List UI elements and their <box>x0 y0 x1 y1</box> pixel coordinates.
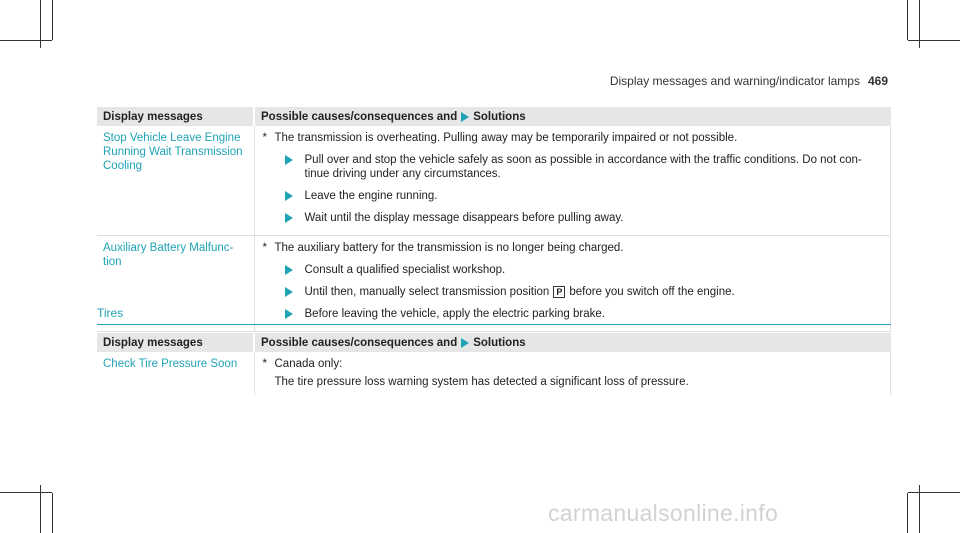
display-message: Check Tire Pressure Soon <box>97 352 254 395</box>
crop-mark <box>0 40 52 41</box>
crop-mark <box>0 492 52 493</box>
arrow-icon <box>285 213 293 223</box>
display-message: Stop Vehicle Leave Engine Running Wait Transmission Cooling <box>97 126 254 236</box>
crop-mark <box>52 493 53 533</box>
tire-messages-table <box>97 333 891 395</box>
transmission-messages-table <box>97 107 891 332</box>
crop-mark <box>52 0 53 40</box>
watermark: carmanualsonline.info <box>548 500 779 526</box>
table-row <box>97 352 891 395</box>
solution-step: Before leaving the vehicle, apply the electric parking brake. <box>285 307 885 321</box>
cause-text: * The auxiliary battery for the transmission is no longer being charged. <box>262 242 624 254</box>
transmission-position-p-icon: P <box>553 286 565 298</box>
cause-text: * The transmission is overheating. Pulling away may be temporarily impaired or not possible. <box>262 132 738 144</box>
table-row <box>97 126 891 236</box>
solution-cell <box>254 126 891 236</box>
arrow-icon <box>285 155 293 165</box>
crop-mark <box>908 40 960 41</box>
solution-step: Pull over and stop the vehicle safely as soon as possible in accordance with the traffic conditions. Do not con- tinue driving under any circumstances. <box>285 153 885 181</box>
header-title: Display messages and warning/indicator lamps <box>609 74 860 88</box>
crop-mark <box>907 0 908 40</box>
display-message: Auxiliary Battery Malfunc- tion <box>97 236 254 332</box>
arrow-icon <box>285 265 293 275</box>
crop-mark <box>908 492 960 493</box>
arrow-icon <box>285 287 293 297</box>
cause-detail: The tire pressure loss warning system has detected a significant loss of pressure. <box>274 376 689 388</box>
column-header-display-messages: Display messages <box>97 107 254 126</box>
solution-step: Consult a qualified specialist workshop. <box>285 263 885 277</box>
solution-step: Leave the engine running. <box>285 189 885 203</box>
page-header <box>610 74 888 88</box>
page-number: 469 <box>867 74 888 88</box>
section-title-tires: Tires <box>97 306 891 325</box>
crop-mark <box>907 493 908 533</box>
arrow-icon <box>461 112 469 122</box>
column-header-solutions: Possible causes/consequences and Solutions <box>254 333 891 352</box>
solution-step: Until then, manually select transmission position P before you switch off the engine. <box>285 285 885 299</box>
cause-text: * Canada only: <box>262 358 343 370</box>
column-header-display-messages: Display messages <box>97 333 254 352</box>
column-header-solutions: Possible causes/consequences and Solutions <box>254 107 891 126</box>
arrow-icon <box>285 191 293 201</box>
solution-step: Wait until the display message disappears before pulling away. <box>285 211 885 225</box>
solution-cell <box>254 352 891 395</box>
arrow-icon <box>461 338 469 348</box>
